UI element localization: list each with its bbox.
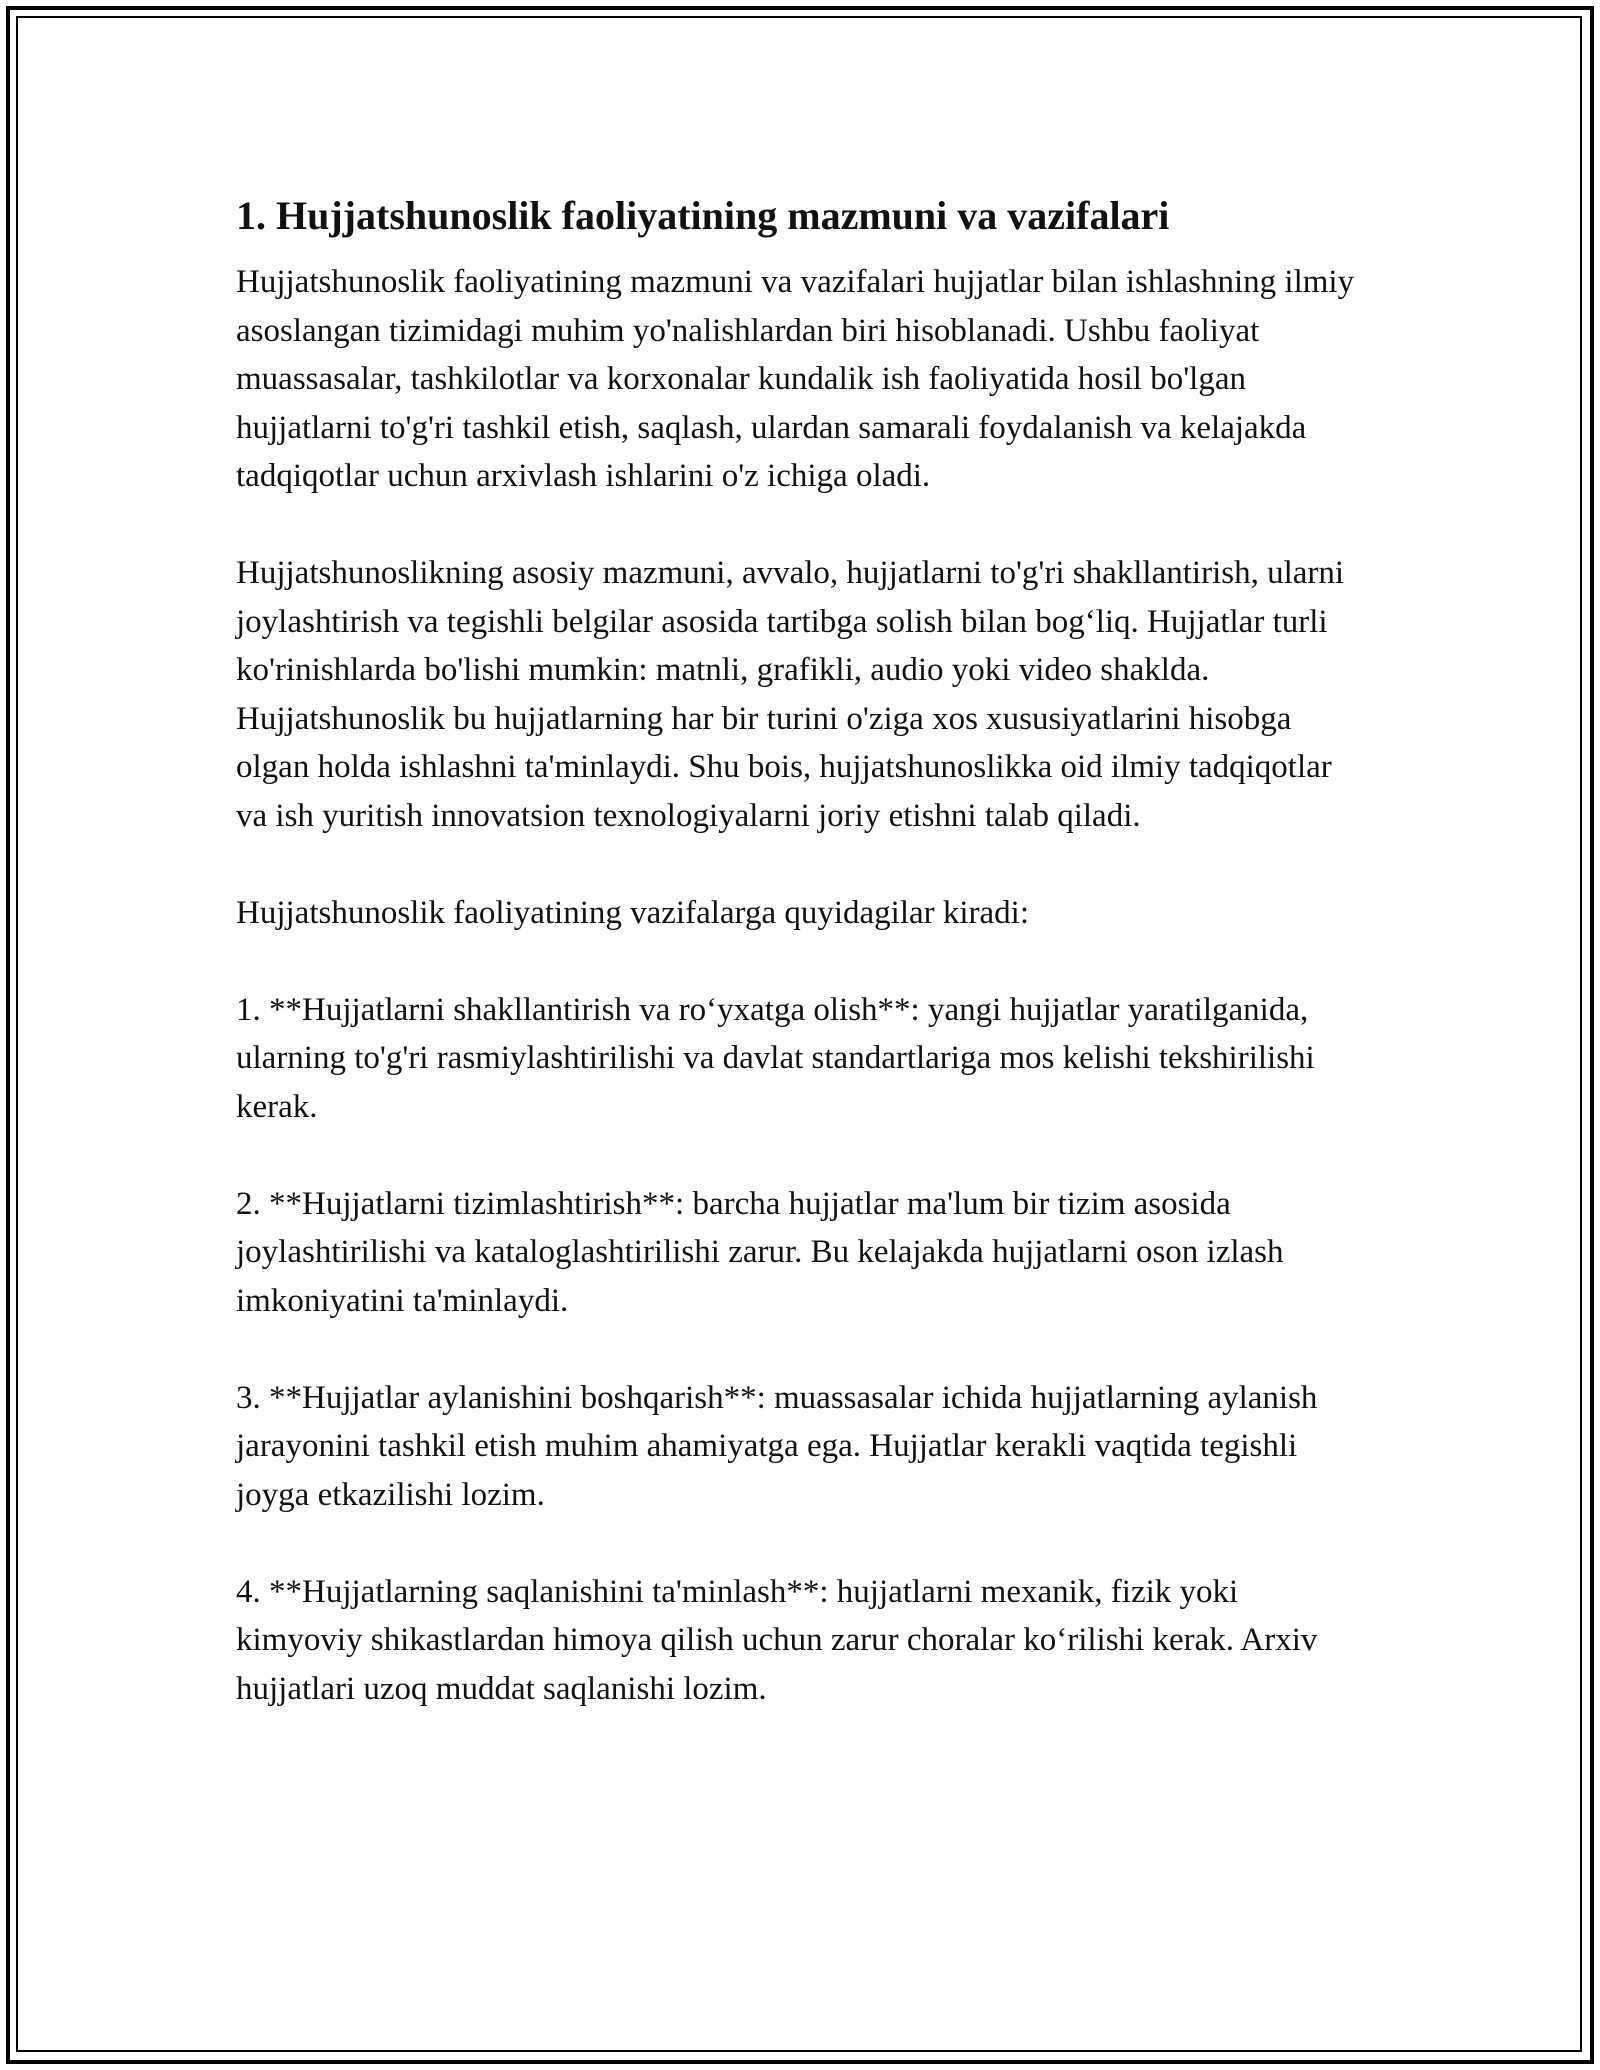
paragraph-tasks-intro: Hujjatshunoslik faoliyatining vazifalarga quyidagilar kiradi: <box>236 894 1030 931</box>
paragraph-intro: Hujjatshunoslik faoliyatining mazmuni va vazifalari hujjatlar bilan ishlashning ilmiy asoslangan tizimidagi muhim yo'nalishlardan biri hisoblanadi. Ushbu faoliyat muassasalar, tashkilotlar va korxonalar kundalik ish faoliyatida hosil bo'lgan hujjatlarni to'g'ri tashkil etish, saqlash, ulardan samarali foydalanish va kelajakda tadqiqotlar uchun arxivlash ishlarini o'z ichiga oladi. <box>236 264 1355 494</box>
section-heading: 1. Hujjatshunoslik faoliyatining mazmuni va vazifalari <box>236 193 1170 238</box>
list-item-task-3: 3. **Hujjatlar aylanishini boshqarish**: muassasalar ichida hujjatlarning aylanish jarayonini tashkil etish muhim ahamiyatga ega. Hujjatlar kerakli vaqtida tegishli joyga etkazilishi lozim. <box>236 1379 1318 1513</box>
list-item-task-1: 1. **Hujjatlarni shakllantirish va ro‘yxatga olish**: yangi hujjatlar yaratilganida, ularning to'g'ri rasmiylashtirilishi va davlat standartlariga mos kelishi tekshirilishi kerak. <box>236 991 1315 1125</box>
paragraph-content: Hujjatshunoslikning asosiy mazmuni, avvalo, hujjatlarni to'g'ri shakllantirish, ularni joylashtirish va tegishli belgilar asosida tartibga solish bilan bog‘liq. Hujjatlar turli ko'rinishlarda bo'lishi mumkin: matnli, grafikli, audio yoki video shaklda. Hujjatshunoslik bu hujjatlarning har bir turini o'ziga xos xususiyatlarini hisobga olgan holda ishlashni ta'minlaydi. Shu bois, hujjatshunoslikka oid ilmiy tadqiqotlar va ish yuritish innovatsion texnologiyalarni joriy etishni talab qiladi. <box>236 555 1345 834</box>
document-body <box>236 190 1366 1713</box>
list-item-task-2: 2. **Hujjatlarni tizimlashtirish**: barcha hujjatlar ma'lum bir tizim asosida joylashtirilishi va kataloglashtirilishi zarur. Bu kelajakda hujjatlarni oson izlash imkoniyatini ta'minlaydi. <box>236 1185 1284 1319</box>
list-item-task-4: 4. **Hujjatlarning saqlanishini ta'minlash**: hujjatlarni mexanik, fizik yoki kimyoviy shikastlardan himoya qilish uchun zarur choralar ko‘rilishi kerak. Arxiv hujjatlari uzoq muddat saqlanishi lozim. <box>236 1573 1318 1707</box>
